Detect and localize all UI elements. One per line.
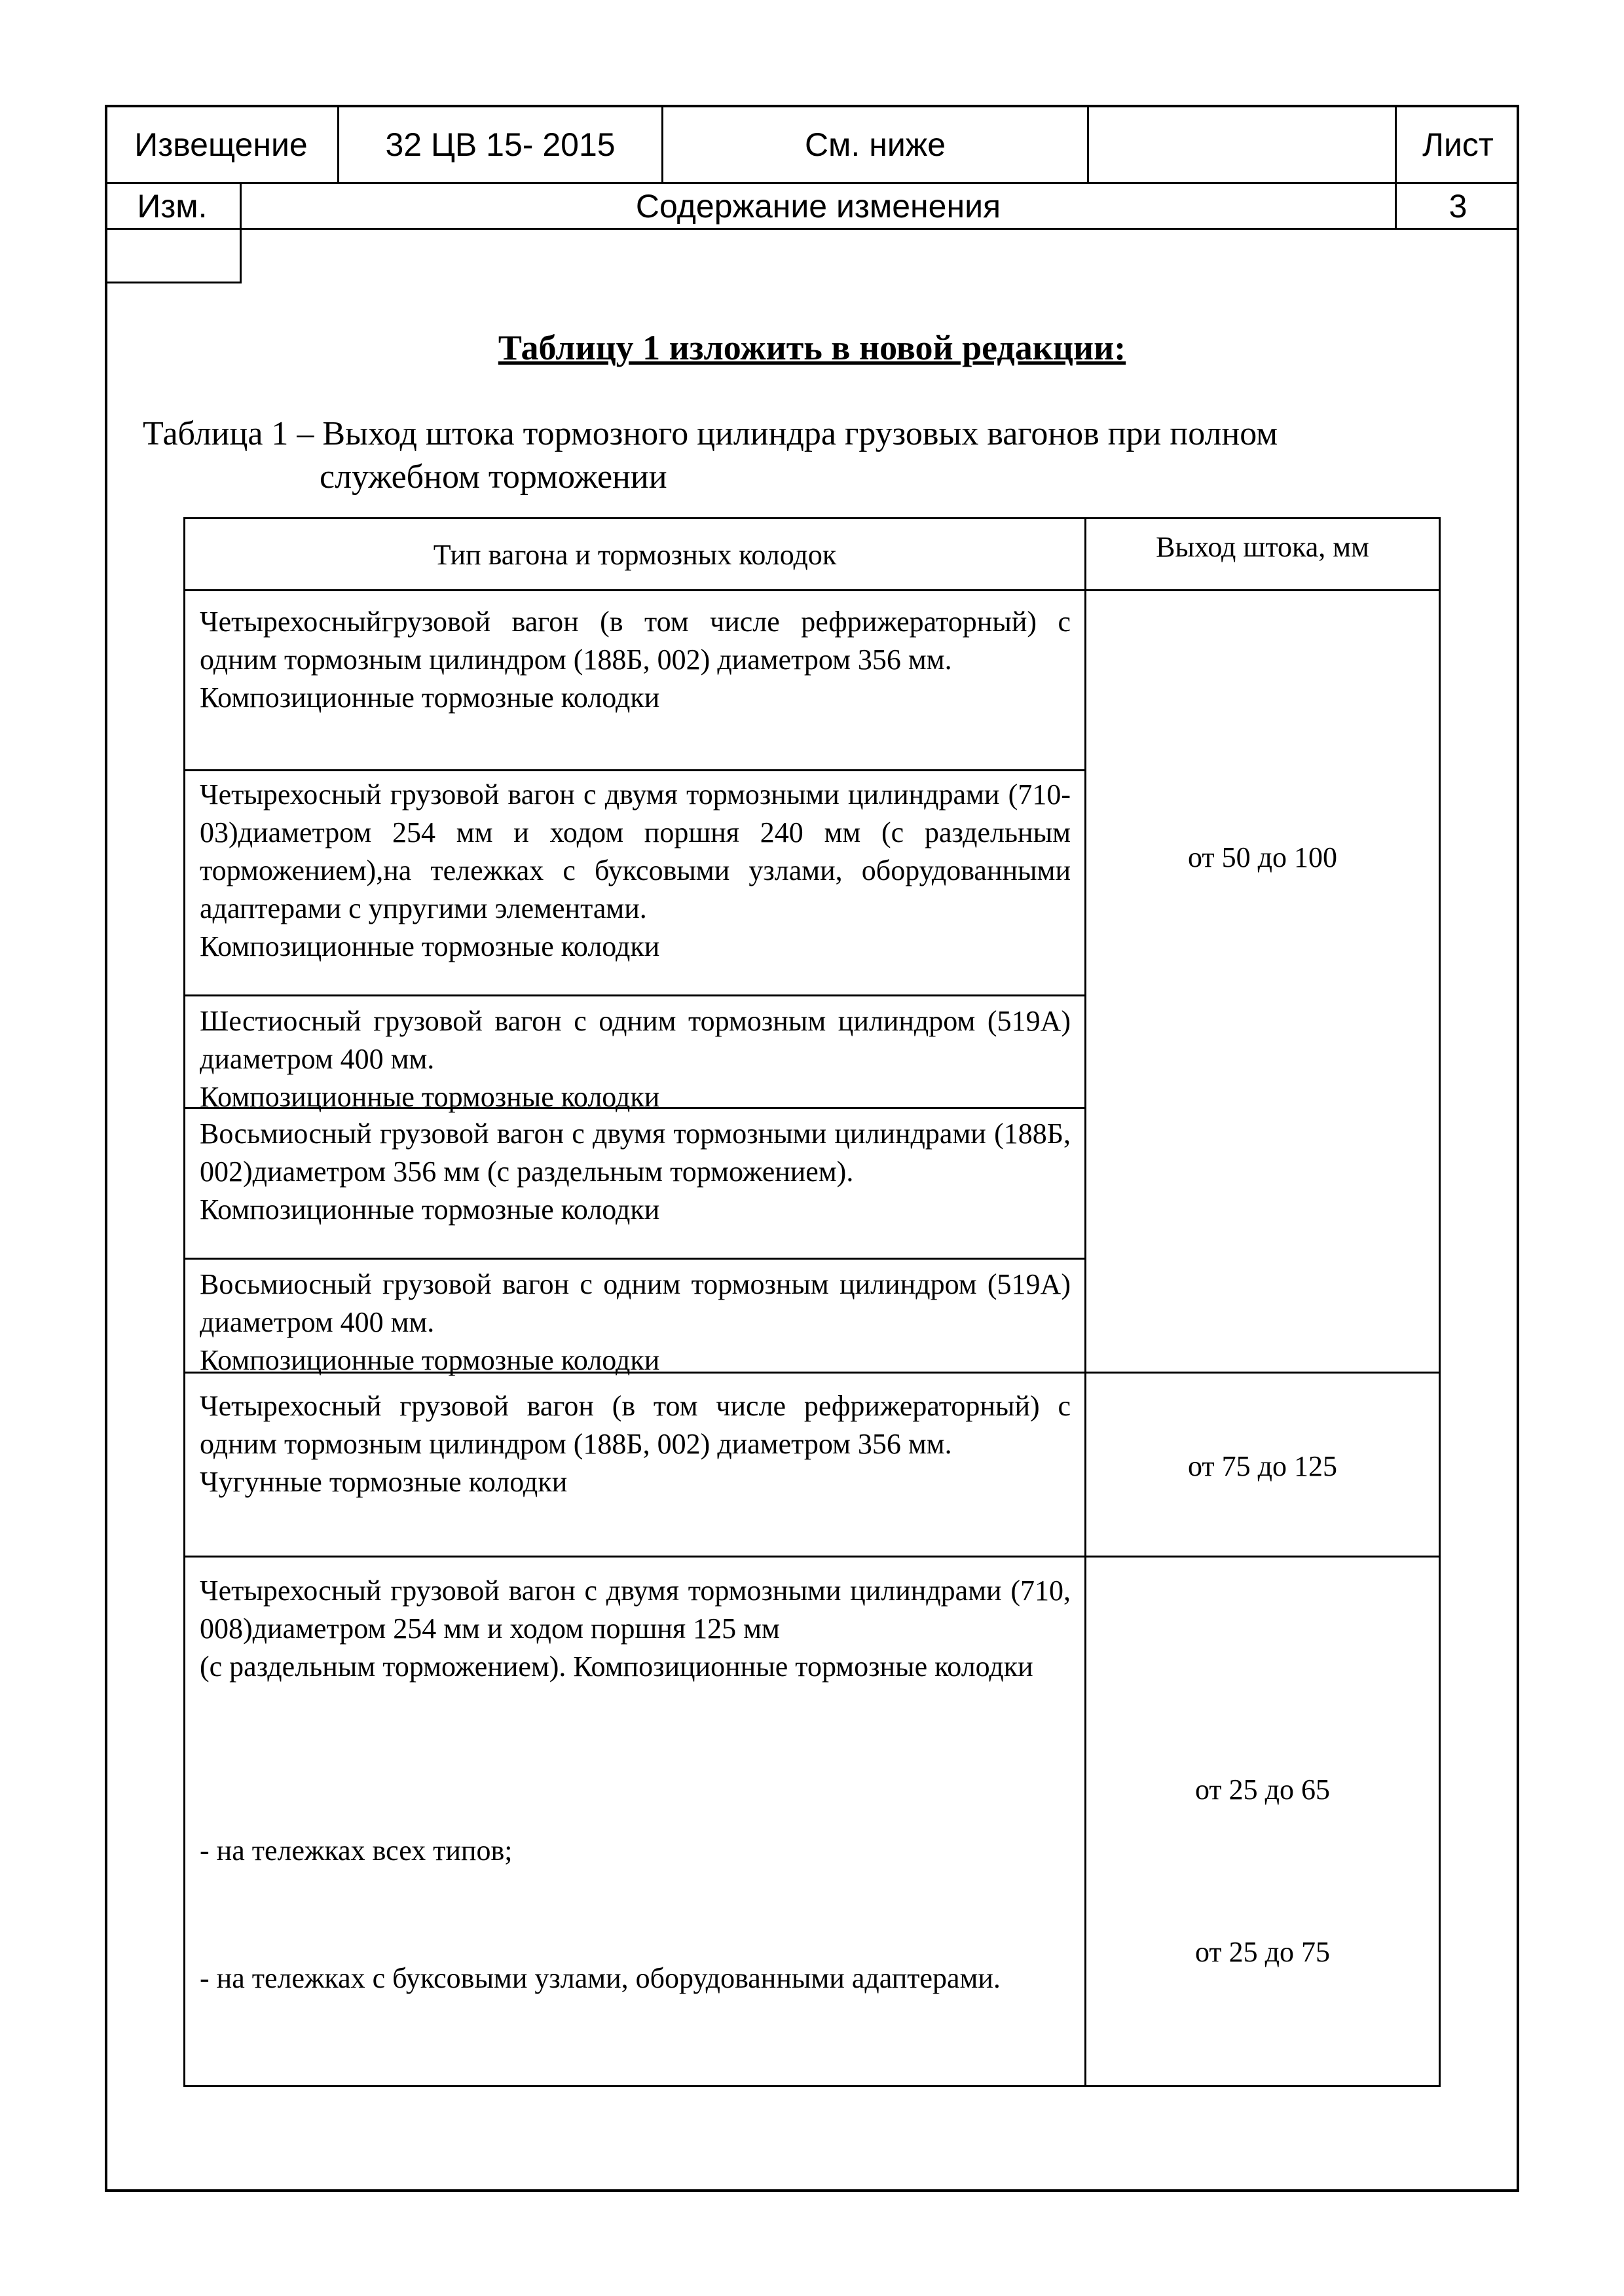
column-header-stroke: Выход штока, мм (1156, 531, 1369, 563)
row-type-text: (с раздельным торможением). Композиционные тормозные колодки (200, 1650, 1033, 1683)
row-type-text: Четырехосный грузовой вагон (в том числе рефрижераторный) с одним тормозным цилиндром (188Б, 002) диаметром 356 мм. (200, 1390, 1071, 1460)
sheet-number: 3 (1449, 187, 1467, 225)
page-heading: Таблицу 1 изложить в новой редакции: (498, 328, 1126, 367)
row-shoes-text: Композиционные тормозные колодки (200, 1081, 660, 1113)
notice-number: 32 ЦВ 15- 2015 (385, 126, 616, 163)
row-divider (185, 769, 1085, 771)
row-divider (185, 994, 1085, 996)
column-header-type: Тип вагона и тормозных колодок (433, 539, 837, 571)
table-row (200, 1002, 1071, 1116)
table-caption (143, 412, 1452, 499)
content-label: Содержание изменения (635, 187, 1001, 225)
sheet-label: Лист (1422, 126, 1494, 163)
row-divider (185, 1556, 1439, 1558)
change-label: Изм. (137, 187, 208, 225)
row-shoes-text: Композиционные тормозные колодки (200, 682, 660, 714)
row-divider (185, 589, 1439, 591)
caption-line-2: служебном торможении (320, 458, 667, 496)
row-shoes-text: Композиционные тормозные колодки (200, 1344, 660, 1376)
row-type-text: Шестиосный грузовой вагон с одним тормозным цилиндром (519А) диаметром 400 мм. (200, 1005, 1071, 1075)
see-below: См. ниже (804, 126, 946, 163)
row-subitem: - на тележках всех типов; (200, 1834, 513, 1867)
row-type-text: Четырехосный грузовой вагон с двумя тормозными цилиндрами (710, 008)диаметром 254 мм и ходом поршня 125 мм (200, 1575, 1071, 1645)
stroke-value: от 50 до 100 (1187, 841, 1338, 873)
table-row (200, 1115, 1071, 1229)
row-type-text: Четырехосныйгрузовой вагон (в том числе рефрижераторный) с одним тормозным цилиндром (188Б, 002) диаметром 356 мм. (200, 606, 1071, 676)
header-divider (105, 228, 1519, 230)
stroke-value: от 25 до 75 (1194, 1936, 1331, 1968)
row-shoes-text: Композиционные тормозные колодки (200, 1194, 660, 1226)
row-type-text: Четырехосный грузовой вагон с двумя тормозными цилиндрами (710-03)диаметром 254 мм и ходом поршня 240 мм (с раздельным торможением),на тележках с буксовыми узлами, оборудованными адаптерами с упругими элементами. (200, 778, 1071, 924)
table-row (200, 1572, 1071, 1686)
table-row (200, 1266, 1071, 1379)
row-shoes-text: Чугунные тормозные колодки (200, 1466, 568, 1498)
row-type-text: Восьмиосный грузовой вагон с двумя тормозными цилиндрами (188Б, 002)диаметром 356 мм (с раздельным торможением). (200, 1118, 1071, 1188)
column-divider (1084, 519, 1086, 2085)
notice-label: Извещение (134, 126, 308, 163)
table-row (200, 1387, 1071, 1501)
row-type-text: Восьмиосный грузовой вагон с одним тормозным цилиндром (519А) диаметром 400 мм. (200, 1268, 1071, 1338)
table-row (200, 603, 1071, 717)
row-shoes-text: Композиционные тормозные колодки (200, 930, 660, 962)
header-divider (1087, 105, 1089, 183)
table-row (200, 776, 1071, 966)
row-divider (185, 1258, 1085, 1260)
stroke-value: от 25 до 65 (1194, 1774, 1331, 1806)
caption-line-1: Таблица 1 – Выход штока тормозного цилиндра грузовых вагонов при полном (143, 415, 1278, 452)
row-subitem: - на тележках с буксовыми узлами, оборудованными адаптерами. (200, 1962, 1001, 1994)
stroke-value: от 75 до 125 (1187, 1450, 1338, 1482)
header-divider (105, 282, 241, 283)
data-table (183, 517, 1441, 2087)
